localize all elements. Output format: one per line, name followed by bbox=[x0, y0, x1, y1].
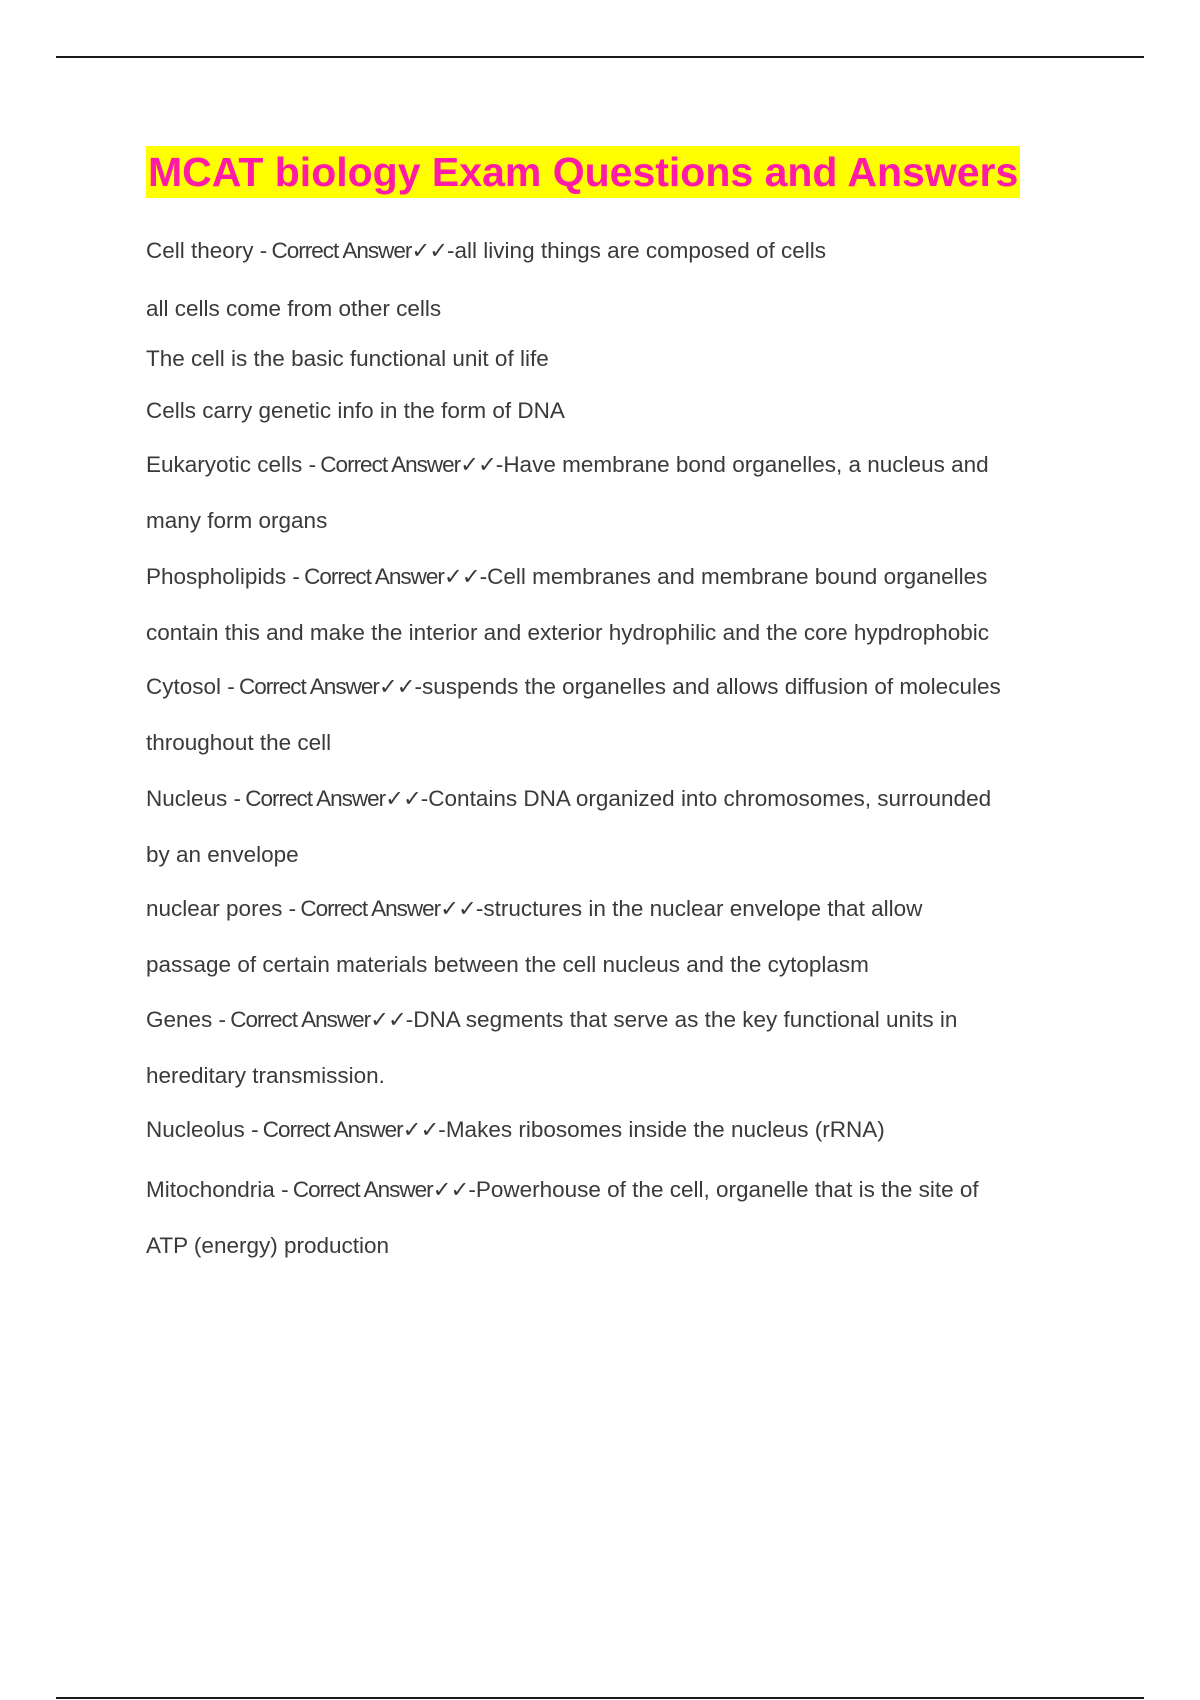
answer-marker: - Correct Answer✓✓- bbox=[275, 1177, 475, 1202]
qa-continuation-line: The cell is the basic functional unit of life bbox=[146, 346, 549, 371]
answer-marker: - Correct Answer✓✓- bbox=[254, 238, 454, 263]
bottom-rule bbox=[56, 1697, 1144, 1699]
entry-term: Nucleolus bbox=[146, 1117, 245, 1142]
qa-continuation-line: contain this and make the interior and exterior hydrophilic and the core hypdrophobic bbox=[146, 620, 990, 645]
entry-answer: all living things are composed of cells bbox=[454, 238, 826, 263]
qa-entry-line bbox=[146, 1005, 957, 1035]
answer-marker: - Correct Answer✓✓- bbox=[213, 1007, 413, 1032]
entry-answer: Have membrane bond organelles, a nucleus and bbox=[503, 452, 989, 477]
qa-continuation-line: hereditary transmission. bbox=[146, 1063, 385, 1088]
qa-entry-line bbox=[146, 1115, 885, 1145]
qa-continuation-line: all cells come from other cells bbox=[146, 296, 442, 321]
answer-marker: - Correct Answer✓✓- bbox=[283, 896, 483, 921]
qa-continuation-line: by an envelope bbox=[146, 842, 299, 867]
answer-marker: - Correct Answer✓✓- bbox=[287, 564, 487, 589]
entry-term: Cytosol bbox=[146, 674, 222, 699]
qa-entry-line bbox=[146, 236, 826, 266]
answer-marker: - Correct Answer✓✓- bbox=[303, 452, 503, 477]
entry-term: Genes bbox=[146, 1007, 213, 1032]
qa-continuation-line: passage of certain materials between the cell nucleus and the cytoplasm bbox=[146, 952, 869, 977]
entry-answer: DNA segments that serve as the key functional units in bbox=[413, 1007, 958, 1032]
title-block bbox=[146, 146, 1020, 198]
entry-answer: Cell membranes and membrane bound organelles bbox=[487, 564, 988, 589]
entry-term: Eukaryotic cells bbox=[146, 452, 303, 477]
entry-term: Nucleus bbox=[146, 786, 228, 811]
qa-continuation-line: ATP (energy) production bbox=[146, 1233, 390, 1258]
answer-marker: - Correct Answer✓✓- bbox=[222, 674, 422, 699]
qa-entry-line bbox=[146, 894, 922, 924]
answer-marker: - Correct Answer✓✓- bbox=[245, 1117, 445, 1142]
entry-answer: Makes ribosomes inside the nucleus (rRNA) bbox=[445, 1117, 885, 1142]
qa-entry-line bbox=[146, 562, 987, 592]
entry-answer: Powerhouse of the cell, organelle that is the site of bbox=[475, 1177, 979, 1202]
page-title: MCAT biology Exam Questions and Answers bbox=[146, 146, 1020, 198]
qa-entry-line bbox=[146, 1175, 979, 1205]
qa-entry-line bbox=[146, 672, 1001, 702]
answer-marker: - Correct Answer✓✓- bbox=[228, 786, 428, 811]
qa-continuation-line: throughout the cell bbox=[146, 730, 332, 755]
qa-entry-line bbox=[146, 450, 989, 480]
entry-term: nuclear pores bbox=[146, 896, 283, 921]
qa-continuation-line: Cells carry genetic info in the form of DNA bbox=[146, 398, 565, 423]
entry-term: Cell theory bbox=[146, 238, 254, 263]
qa-entry-line bbox=[146, 784, 991, 814]
entry-answer: suspends the organelles and allows diffusion of molecules bbox=[422, 674, 1001, 699]
entry-term: Phospholipids bbox=[146, 564, 287, 589]
entry-answer: structures in the nuclear envelope that allow bbox=[483, 896, 923, 921]
entry-answer: Contains DNA organized into chromosomes, surrounded bbox=[428, 786, 992, 811]
top-rule bbox=[56, 56, 1144, 58]
qa-continuation-line: many form organs bbox=[146, 508, 328, 533]
entry-term: Mitochondria bbox=[146, 1177, 275, 1202]
